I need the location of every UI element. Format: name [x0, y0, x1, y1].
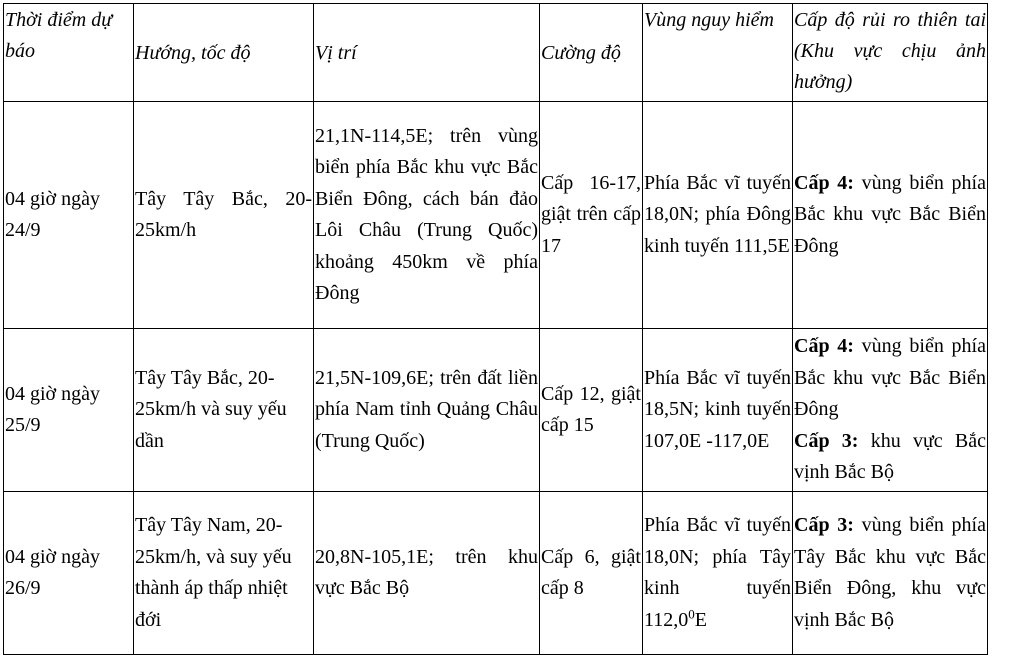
- header-intensity: Cường độ: [540, 4, 643, 102]
- cell-position: 21,5N-109,6E; trên đất liền phía Nam tỉnh Quảng Châu (Trung Quốc): [314, 329, 540, 492]
- table-row: [4, 329, 988, 492]
- header-time: Thời điểm dự báo: [4, 4, 134, 102]
- cell-risk: [793, 492, 988, 655]
- cell-danger-zone: Phía Bắc vĩ tuyến 18,5N; kinh tuyến 107,0E -117,0E: [643, 329, 793, 492]
- risk-entry: [794, 514, 986, 631]
- cell-risk: [793, 329, 988, 492]
- cell-time: 04 giờ ngày 24/9: [4, 102, 134, 329]
- cell-position: 20,8N-105,1E; trên khu vực Bắc Bộ: [314, 492, 540, 655]
- table-row: [4, 102, 988, 329]
- cell-danger-zone: [643, 492, 793, 655]
- cell-danger-zone: Phía Bắc vĩ tuyến 18,0N; phía Đông kinh tuyến 111,5E: [643, 102, 793, 329]
- risk-area: vùng biển phía Bắc khu vực Bắc Biển Đông: [794, 171, 986, 257]
- cell-position: 21,1N-114,5E; trên vùng biển phía Bắc khu vực Bắc Biển Đông, cách bán đảo Lôi Châu (Trung Quốc) khoảng 450km về phía Đông: [314, 102, 540, 329]
- table-row: [4, 492, 988, 655]
- risk-entry: [794, 331, 986, 426]
- cell-direction: Tây Tây Nam, 20-25km/h, và suy yếu thành áp thấp nhiệt đới: [134, 492, 314, 655]
- risk-level: Cấp 4:: [794, 171, 854, 194]
- risk-entry: [794, 172, 986, 257]
- header-risk: Cấp độ rủi ro thiên tai (Khu vực chịu ảnh hưởng): [793, 4, 988, 102]
- cell-intensity: Cấp 6, giật cấp 8: [540, 492, 643, 655]
- degree-superscript: 0: [688, 605, 695, 621]
- cell-direction: Tây Tây Bắc, 20-25km/h và suy yếu dần: [134, 329, 314, 492]
- cell-intensity: Cấp 12, giật cấp 15: [540, 329, 643, 492]
- forecast-table: [3, 3, 988, 655]
- risk-level: Cấp 3:: [794, 429, 859, 452]
- header-position: Vị trí: [314, 4, 540, 102]
- cell-risk: [793, 102, 988, 329]
- risk-level: Cấp 3:: [794, 514, 854, 536]
- cell-time: 04 giờ ngày 26/9: [4, 492, 134, 655]
- header-direction: Hướng, tốc độ: [134, 4, 314, 102]
- risk-entry: [794, 426, 986, 489]
- header-danger-zone: Vùng nguy hiểm: [643, 4, 793, 102]
- risk-level: Cấp 4:: [794, 335, 854, 358]
- cell-time: 04 giờ ngày 25/9: [4, 329, 134, 492]
- danger-zone-suffix: E: [694, 608, 707, 631]
- risk-area: vùng biển phía Bắc khu vực Bắc Biển Đông: [794, 335, 986, 421]
- danger-zone-text: Phía Bắc vĩ tuyến 18,0N; phía Tây kinh tuyến 112,0: [644, 514, 791, 631]
- header-row: [4, 4, 988, 102]
- cell-direction: Tây Tây Bắc, 20-25km/h: [134, 102, 314, 329]
- risk-area: khu vực Bắc vịnh Bắc Bộ: [794, 429, 986, 484]
- risk-area: vùng biển phía Tây Bắc khu vực Bắc Biển Đông, khu vực vịnh Bắc Bộ: [794, 514, 986, 631]
- cell-intensity: Cấp 16-17, giật trên cấp 17: [540, 102, 643, 329]
